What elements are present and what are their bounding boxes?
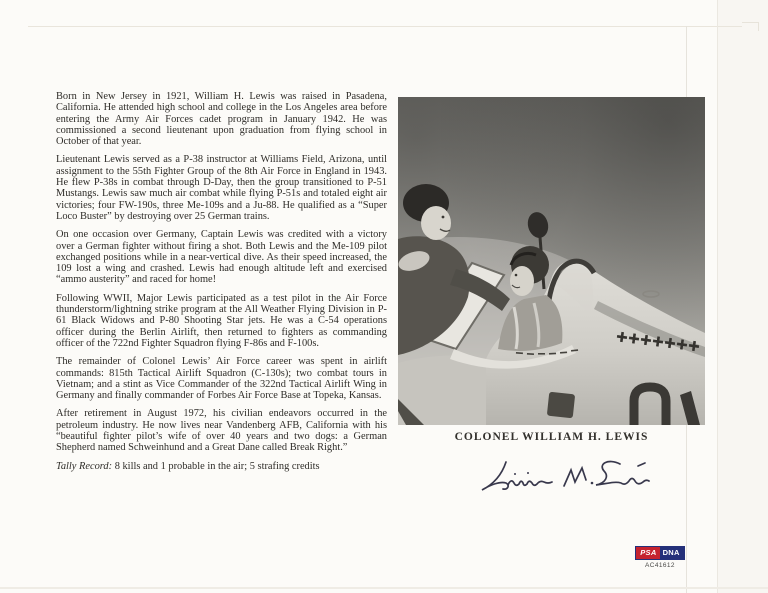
authentication-sticker — [629, 542, 691, 569]
page-edge-line — [717, 0, 718, 593]
tally-record-line — [56, 461, 387, 472]
photo-illustration — [398, 97, 705, 425]
bio-paragraphs — [56, 91, 387, 454]
bio-paragraph: On one occasion over Germany, Captain Lewis was credited with a victory over a German fighter without firing a shot. Both Lewis and the Me-109 pilot exchanged positions while in a near-vertical dive. As their speed increased, the 109 lost a wing and crashed. Lewis had enough altitude left and exercised “ammo austerity” and raced for home! — [56, 229, 387, 286]
page-right-margin — [717, 0, 768, 593]
scan-line-bottom — [0, 587, 768, 589]
psa-logo-segment: PSA — [636, 547, 659, 559]
bio-paragraph: Born in New Jersey in 1921, William H. Lewis was raised in Pasadena, California. He attended high school and college in the Los Angeles area before entering the Army Air Forces cadet program in January 1942. He was commissioned a second lieutenant upon graduation from flying school in October of that year. — [56, 91, 387, 148]
dna-logo-segment: DNA — [660, 547, 684, 559]
biography-column — [56, 91, 387, 479]
tally-record-label: Tally Record: — [56, 460, 113, 472]
tally-record-text: 8 kills and 1 probable in the air; 5 strafing credits — [112, 460, 320, 472]
bio-paragraph: Following WWII, Major Lewis participated as a test pilot in the Air Force thunderstorm/lightning strike program at the All Weather Flying Division in P-61 Black Widows and P-80 Shooting Star jets. He was a C-54 operations officer during the Berlin Airlift, then returned to fighters as commanding officer of the 722nd Fighter Squadron flying F-86s and F-100s. — [56, 292, 387, 349]
bio-paragraph: The remainder of Colonel Lewis’ Air Force career was spent in airlift commands: 815th Tactical Airlift Squadron (C-130s); two combat tours in Vietnam; and a stint as Vice Commander of the 322nd Tactical Airlift Wing in Germany and finally commander of Forbes Air Force Base at Topeka, Kansas. — [56, 356, 387, 402]
cert-number: AC41612 — [645, 562, 675, 569]
photo-caption: COLONEL WILLIAM H. LEWIS — [454, 431, 649, 443]
scan-line-top — [28, 26, 742, 27]
bio-paragraph: Lieutenant Lewis served as a P-38 instructor at Williams Field, Arizona, until assignment to the 55th Fighter Group of the 8th Air Force in England in 1943. He flew P-38s in combat through D-Day, then the group transitioned to P-51 Mustangs. Lewis saw much air combat while flying P-51s and totaled eight air victories; four FW-190s, three Me-109s and a Ju-88. He qualified as a “Super Loco Buster” by destroying over 25 German trains. — [56, 154, 387, 222]
psa-dna-logo — [635, 546, 684, 560]
bio-paragraph: After retirement in August 1972, his civilian endeavors occurred in the petroleum industry. He now lives near Vandenberg AFB, California with his “beautiful fighter pilot’s wife of over 40 years and two dogs: a German Shepherd named Schweinhund and a Great Dane called Break Right.” — [56, 408, 387, 454]
portrait-photo — [398, 97, 705, 425]
signature-autograph — [468, 452, 658, 504]
scan-corner-mark — [742, 22, 759, 31]
